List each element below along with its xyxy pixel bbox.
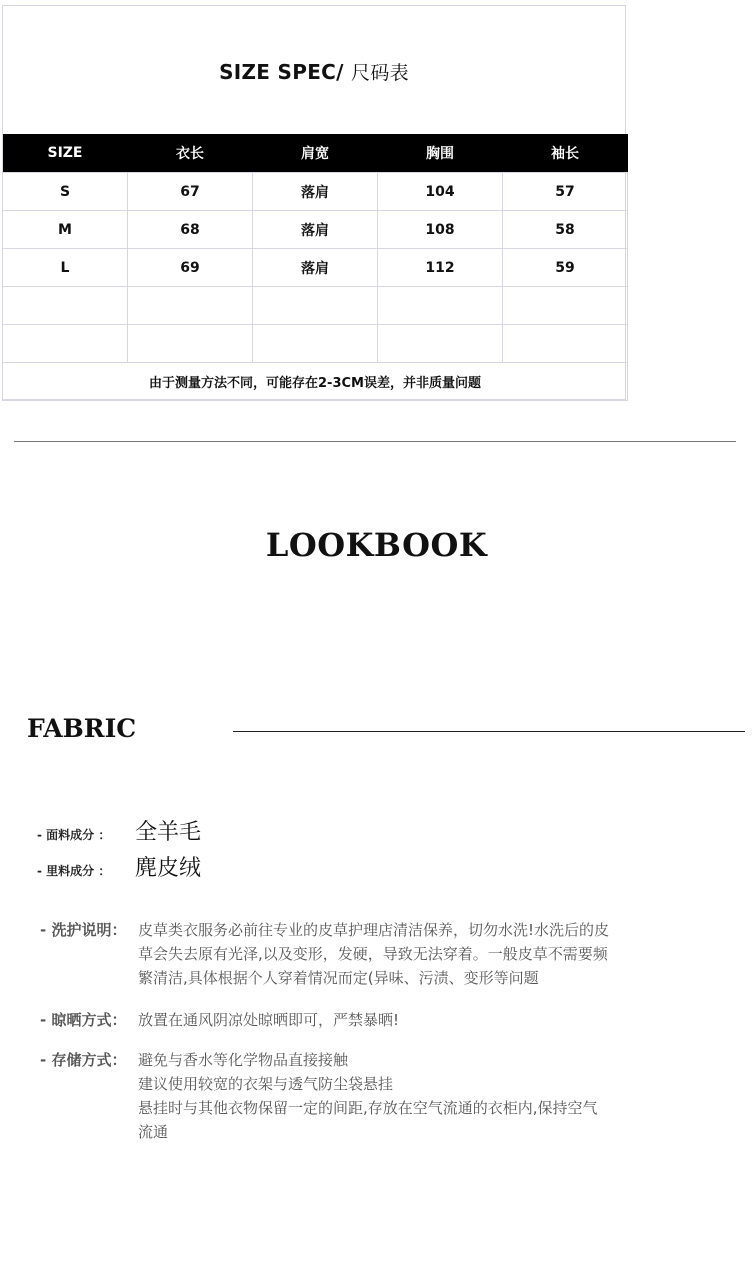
table-note-row: [3, 363, 628, 401]
cell-chest: 112: [378, 249, 503, 287]
fabric-title: FABRIC: [27, 714, 137, 743]
care-line: 建议使用较宽的衣架与透气防尘袋悬挂: [138, 1075, 394, 1093]
size-table-header-row: [3, 134, 628, 173]
size-spec-title-en: SIZE SPEC/: [219, 60, 344, 84]
cell-size: M: [3, 211, 128, 249]
table-row: [3, 173, 628, 211]
header-size: SIZE: [3, 134, 128, 173]
cell-length: 69: [128, 249, 253, 287]
empty-cell: [378, 287, 503, 325]
empty-cell: [128, 287, 253, 325]
care-label: - 晾晒方式：: [40, 1011, 127, 1029]
care-line: 流通: [138, 1123, 169, 1141]
cell-length: 68: [128, 211, 253, 249]
material-label: - 里料成分 ：: [37, 864, 111, 878]
care-text: [138, 1048, 698, 1144]
care-line: 繁清洁,具体根据个人穿着情况而定(异味、污渍、变形等问题: [138, 969, 539, 987]
cell-chest: 104: [378, 173, 503, 211]
cell-sleeve: 59: [503, 249, 628, 287]
cell-sleeve: 57: [503, 173, 628, 211]
cell-length: 67: [128, 173, 253, 211]
header-shoulder: 肩宽: [253, 134, 378, 173]
table-row: [3, 249, 628, 287]
empty-cell: [253, 287, 378, 325]
cell-shoulder: 落肩: [253, 249, 378, 287]
material-row-lining: [37, 851, 201, 882]
size-spec-panel: [2, 5, 626, 400]
empty-cell: [378, 325, 503, 363]
care-text: [138, 918, 698, 990]
care-storage: [40, 1048, 698, 1144]
header-length: 衣长: [128, 134, 253, 173]
material-label: - 面料成分 ：: [37, 828, 111, 842]
material-row-shell: [37, 815, 201, 846]
header-chest: 胸围: [378, 134, 503, 173]
care-label: - 洗护说明：: [40, 921, 127, 939]
care-drying: [40, 1008, 698, 1032]
cell-sleeve: 58: [503, 211, 628, 249]
table-row: [3, 211, 628, 249]
material-value: 全羊毛: [135, 820, 202, 845]
material-value: 麂皮绒: [135, 856, 202, 881]
care-line: 草会失去原有光泽,以及变形，发硬，导致无法穿着。一般皮草不需要频: [138, 945, 608, 963]
measurement-note: 由于测量方法不同，可能存在2-3CM误差，并非质量问题: [3, 363, 628, 401]
cell-size: L: [3, 249, 128, 287]
empty-cell: [3, 287, 128, 325]
lookbook-title: LOOKBOOK: [265, 526, 488, 564]
cell-size: S: [3, 173, 128, 211]
care-line: 皮草类衣服务必前往专业的皮草护理店清洁保养，切勿水洗!水洗后的皮: [138, 921, 610, 939]
size-table: [2, 134, 628, 401]
care-line: 悬挂时与其他衣物保留一定的间距,存放在空气流通的衣柜内,保持空气: [138, 1099, 598, 1117]
size-spec-title-cn: 尺码表: [351, 62, 409, 84]
care-line: 放置在通风阴凉处晾晒即可，严禁暴晒!: [138, 1011, 400, 1029]
cell-chest: 108: [378, 211, 503, 249]
fabric-divider: [233, 731, 745, 732]
size-spec-title: [3, 58, 625, 85]
empty-cell: [503, 287, 628, 325]
header-sleeve: 袖长: [503, 134, 628, 173]
care-line: 避免与香水等化学物品直接接触: [138, 1051, 349, 1069]
care-washing: [40, 918, 698, 990]
section-divider: [14, 441, 736, 442]
cell-shoulder: 落肩: [253, 211, 378, 249]
empty-cell: [253, 325, 378, 363]
cell-shoulder: 落肩: [253, 173, 378, 211]
care-text: [138, 1008, 698, 1032]
table-row-empty: [3, 325, 628, 363]
empty-cell: [128, 325, 253, 363]
empty-cell: [3, 325, 128, 363]
empty-cell: [503, 325, 628, 363]
care-label: - 存储方式：: [40, 1051, 127, 1069]
table-row-empty: [3, 287, 628, 325]
